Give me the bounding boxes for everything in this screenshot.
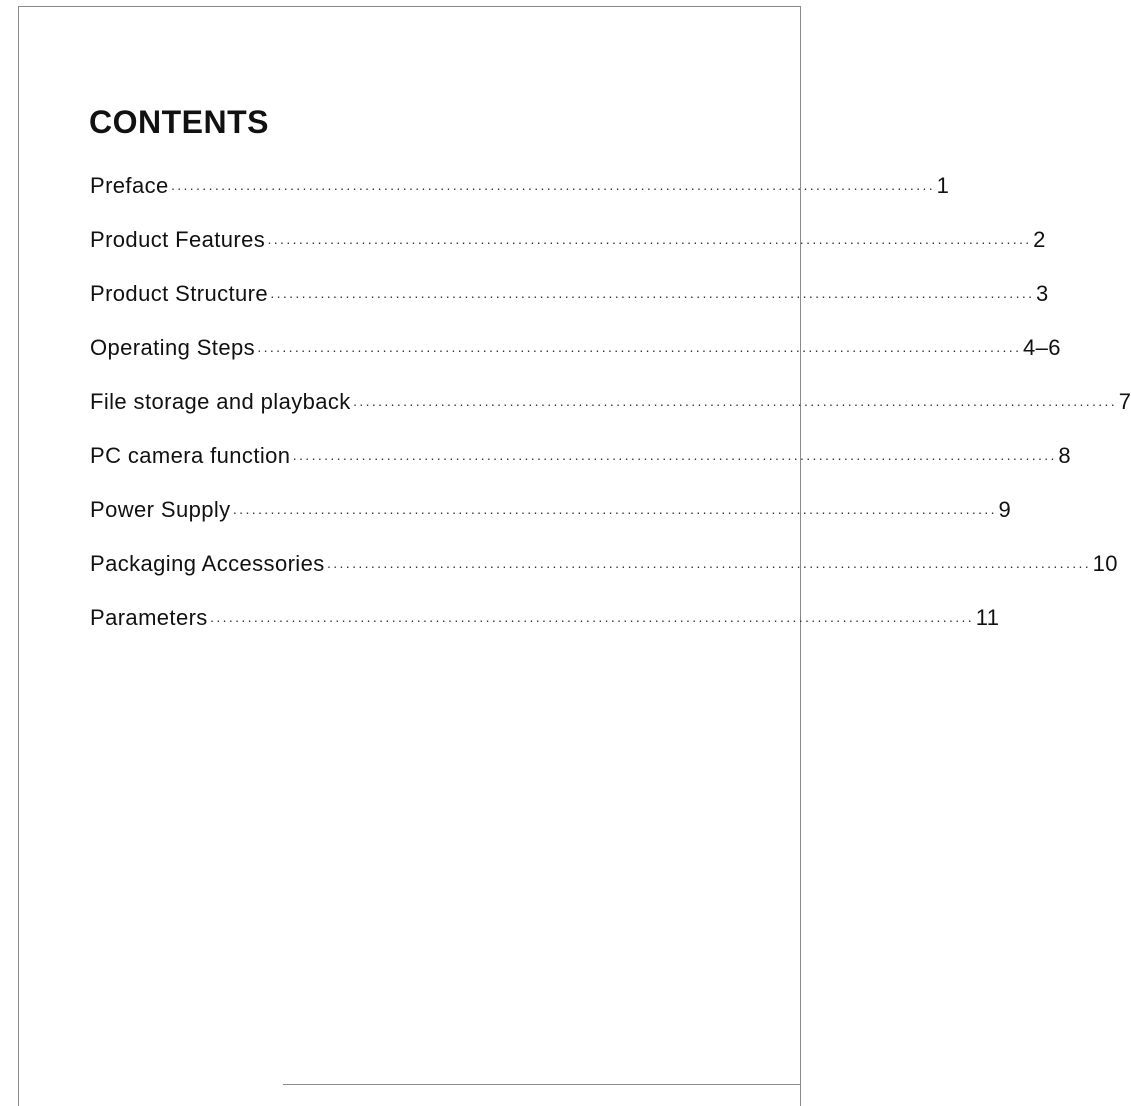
toc-dot-leader: ·························································································································· [326, 558, 1091, 574]
toc-entry-file-storage[interactable] [90, 386, 1131, 440]
toc-dot-leader: ·························································································································· [256, 342, 1021, 358]
toc-dot-leader: ·························································································································· [232, 504, 997, 520]
toc-dot-leader: ·························································································································· [170, 180, 935, 196]
table-of-contents [90, 170, 1131, 656]
toc-entry-product-structure[interactable] [90, 278, 1049, 332]
toc-dot-leader: ·························································································································· [209, 612, 974, 628]
toc-page-number: 9 [998, 497, 1012, 522]
toc-entry-label: Parameters [90, 605, 208, 630]
bottom-rule [283, 1084, 801, 1085]
toc-entry-parameters[interactable] [90, 602, 1000, 656]
toc-entry-label: File storage and playback [90, 389, 351, 414]
toc-entry-preface[interactable] [90, 170, 950, 224]
toc-page-number: 1 [936, 173, 950, 198]
toc-entry-operating-steps[interactable] [90, 332, 1061, 386]
toc-entry-label: PC camera function [90, 443, 291, 468]
toc-entry-product-features[interactable] [90, 224, 1046, 278]
toc-entry-label: Product Structure [90, 281, 268, 306]
toc-page-number: 2 [1033, 227, 1046, 252]
toc-dot-leader: ·························································································································· [352, 396, 1117, 412]
toc-dot-leader: ·························································································································· [267, 234, 1032, 250]
toc-page-number: 4–6 [1022, 335, 1061, 360]
toc-page-number: 10 [1092, 551, 1118, 576]
toc-entry-power-supply[interactable] [90, 494, 1012, 548]
toc-entry-label: Packaging Accessories [90, 551, 325, 576]
toc-entry-label: Operating Steps [90, 335, 255, 360]
toc-dot-leader: ·························································································································· [270, 288, 1034, 304]
toc-page-number: 7 [1118, 389, 1131, 414]
toc-entry-label: Power Supply [90, 497, 231, 522]
toc-dot-leader: ·························································································································· [292, 450, 1057, 466]
contents-title: CONTENTS [89, 104, 269, 140]
toc-page-number: 8 [1058, 443, 1072, 468]
toc-page-number: 3 [1035, 281, 1049, 306]
toc-entry-label: Product Features [90, 227, 266, 252]
toc-entry-pc-camera[interactable] [90, 440, 1072, 494]
toc-page-number: 11 [975, 605, 1000, 630]
toc-entry-packaging-accessories[interactable] [90, 548, 1118, 602]
toc-entry-label: Preface [90, 173, 169, 198]
